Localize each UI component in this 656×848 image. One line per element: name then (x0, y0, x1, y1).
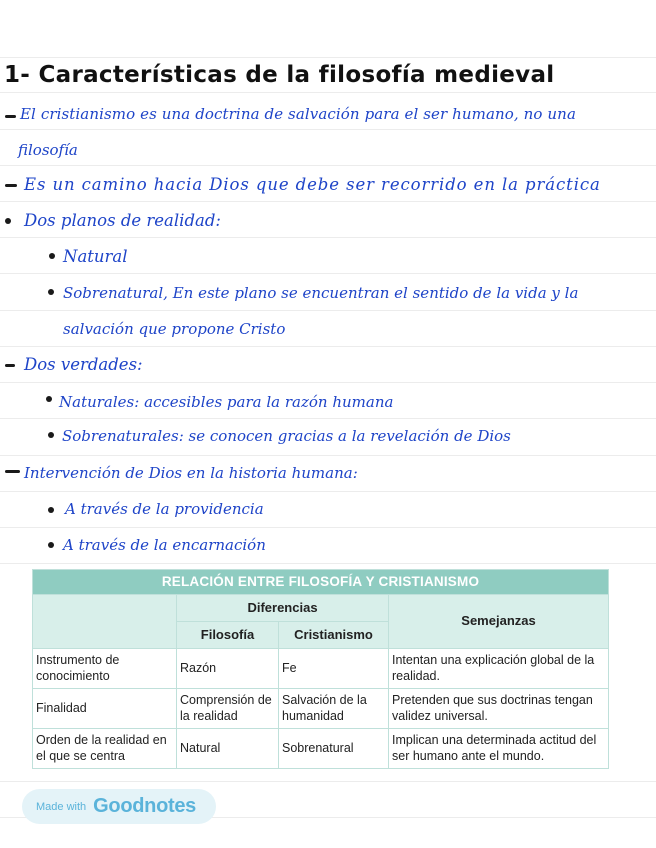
table-cell: Implican una determinada actitud del ser humano ante el mundo. (389, 729, 609, 769)
table-cell: Natural (177, 729, 279, 769)
table-row-label: Instrumento de conocimiento (33, 649, 177, 689)
dash-bullet (5, 470, 20, 473)
table-cell: Intentan una explicación global de la realidad. (389, 649, 609, 689)
dot-bullet (5, 218, 11, 224)
note-line: Natural (63, 247, 128, 266)
note-line: Sobrenaturales: se conocen gracias a la revelación de Dios (62, 427, 511, 445)
note-line: salvación que propone Cristo (63, 320, 286, 338)
table-cell: Fe (279, 649, 389, 689)
goodnotes-logo: Goodnotes (93, 795, 196, 817)
table-row (33, 729, 609, 769)
table-corner (33, 595, 177, 649)
table-group-header: Diferencias (177, 595, 389, 622)
dash-bullet (5, 364, 15, 367)
watermark-made-with: Made with (36, 800, 87, 813)
note-line: A través de la providencia (65, 500, 264, 518)
dash-bullet (5, 184, 17, 187)
dash-bullet (5, 115, 16, 118)
page-title: 1- Características de la filosofía medieval (4, 62, 555, 88)
table-header-filosofia: Filosofía (177, 622, 279, 649)
comparison-table (32, 569, 609, 769)
table-cell: Pretenden que sus doctrinas tengan validez universal. (389, 689, 609, 729)
note-line: Es un camino hacia Dios que debe ser recorrido en la práctica (24, 175, 601, 194)
table-row-label: Finalidad (33, 689, 177, 729)
table-cell: Razón (177, 649, 279, 689)
note-line: El cristianismo es una doctrina de salvación para el ser humano, no una (20, 105, 576, 123)
table-cell: Sobrenatural (279, 729, 389, 769)
note-line: Dos verdades: (24, 355, 143, 374)
note-line: Sobrenatural, En este plano se encuentran el sentido de la vida y la (63, 284, 579, 302)
dot-bullet (49, 253, 55, 259)
table-row (33, 649, 609, 689)
goodnotes-watermark[interactable] (22, 789, 216, 824)
table-cell: Comprensión de la realidad (177, 689, 279, 729)
note-line: filosofía (18, 141, 78, 159)
table-header-semejanzas: Semejanzas (389, 595, 609, 649)
table-row (33, 689, 609, 729)
note-line: Intervención de Dios en la historia humana: (24, 464, 358, 482)
table-caption: RELACIÓN ENTRE FILOSOFÍA Y CRISTIANISMO (33, 570, 609, 595)
table-row-label: Orden de la realidad en el que se centra (33, 729, 177, 769)
note-line: A través de la encarnación (63, 536, 266, 554)
dot-bullet (46, 396, 52, 402)
dot-bullet (48, 432, 54, 438)
table-header-cristianismo: Cristianismo (279, 622, 389, 649)
note-line: Dos planos de realidad: (24, 211, 221, 230)
dot-bullet (48, 542, 54, 548)
note-line: Naturales: accesibles para la razón humana (59, 393, 394, 411)
table-cell: Salvación de la humanidad (279, 689, 389, 729)
dot-bullet (48, 289, 54, 295)
dot-bullet (48, 507, 54, 513)
